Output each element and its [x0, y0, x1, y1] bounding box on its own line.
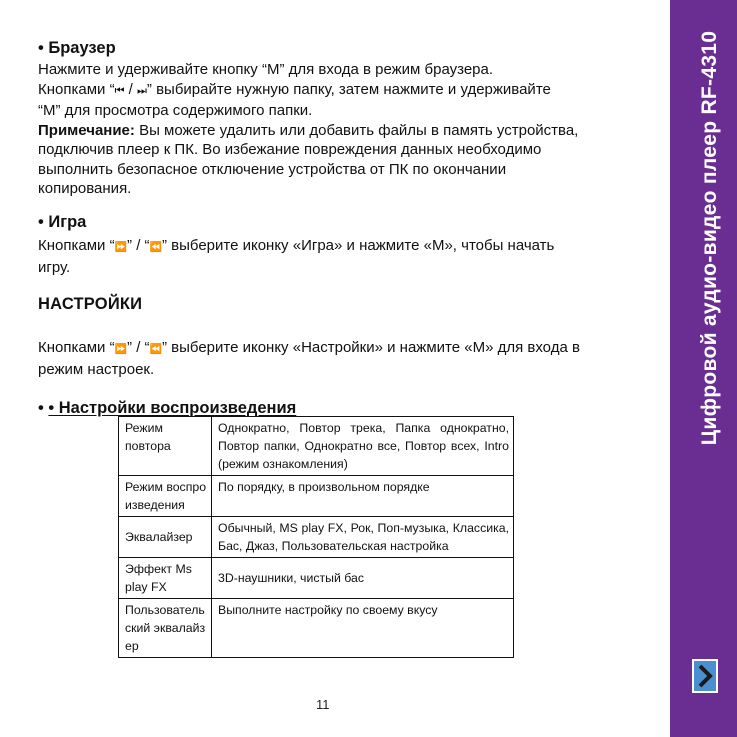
- table-row: [119, 476, 514, 517]
- game-section: [38, 212, 638, 232]
- next-track-icon: ⏭: [137, 84, 147, 97]
- browser-note: [38, 121, 638, 141]
- playback-heading: • • Настройки воспроизведения: [38, 399, 297, 417]
- setting-name-text: Эквалайзер: [125, 530, 193, 544]
- table-row: [119, 599, 514, 658]
- playback-heading-text: • Настройки воспроизведения: [48, 399, 297, 417]
- prev-track-icon: ⏮: [114, 84, 125, 97]
- browser-line-1: Нажмите и удерживайте кнопку “M” для входа в режим браузера.: [38, 61, 494, 78]
- setting-name: [119, 417, 212, 476]
- fast-forward-icon: ⏩: [114, 242, 128, 253]
- fast-forward-icon: ⏩: [114, 344, 128, 355]
- settings-text: [38, 338, 638, 379]
- setting-value: Выполните настройку по своему вкусу: [212, 599, 514, 658]
- setting-name: [119, 476, 212, 517]
- setting-name-text: Эффект Ms play FX: [125, 562, 192, 594]
- page-number: 11: [316, 697, 330, 712]
- setting-value: По порядку, в произвольном порядке: [212, 476, 514, 517]
- game-mid: ” / “: [127, 237, 150, 254]
- game-heading: • Игра: [38, 213, 87, 231]
- note-label: Примечание:: [38, 121, 135, 139]
- setting-name: [119, 517, 212, 558]
- setting-value: Обычный, MS play FX, Рок, Поп-музыка, Классика, Бас, Джаз, Пользовательская настройка: [212, 517, 514, 558]
- settings-pre: Кнопками “: [38, 339, 115, 356]
- playback-settings-table: [118, 416, 514, 658]
- browser-note-line-4: копирования.: [38, 180, 132, 197]
- sidebar-title: Цифровой аудио-видео плеер RF-4310: [698, 30, 721, 446]
- game-pre: Кнопками “: [38, 237, 115, 254]
- game-post: ” выберите иконку «Игра» и нажмите «M», чтобы начать: [161, 237, 555, 254]
- browser-note-line-3: выполнить безопасное отключение устройства от ПК по окончании: [38, 160, 507, 178]
- table-row: [119, 417, 514, 476]
- browser-text: [38, 60, 638, 199]
- settings-mid: ” / “: [127, 339, 150, 356]
- game-line-1: [38, 236, 638, 258]
- browser-line-2-post: ” выбирайте нужную папку, затем нажмите и удерживайте: [146, 80, 551, 98]
- settings-line-2: режим настроек.: [38, 360, 155, 378]
- next-page-button[interactable]: [692, 659, 718, 693]
- browser-note-line-2: подключив плеер к ПК. Во избежание повреждения данных необходимо: [38, 141, 542, 158]
- browser-section: [38, 38, 638, 58]
- browser-line-2-slash: /: [124, 80, 138, 98]
- game-text: [38, 236, 638, 277]
- table-row: [119, 517, 514, 558]
- note-text: Вы можете удалить или добавить файлы в память устройства,: [134, 121, 579, 139]
- setting-name: [119, 599, 212, 658]
- table-row: [119, 558, 514, 599]
- setting-name-text: Режим воспроизведения: [125, 480, 207, 512]
- browser-line-2-pre: Кнопками: [38, 80, 106, 98]
- settings-section: [38, 294, 638, 314]
- game-line-2: игру.: [38, 258, 71, 276]
- setting-value: Однократно, Повтор трека, Папка однократно, Повтор папки, Однократно все, Повтор всех, Intro (режим ознакомления): [212, 417, 514, 476]
- browser-line-2-quote: “: [105, 80, 115, 98]
- rewind-icon: ⏪: [149, 242, 162, 253]
- settings-post: ” выберите иконку «Настройки» и нажмите «M» для входа в: [161, 339, 580, 356]
- settings-line-1: [38, 338, 638, 360]
- rewind-icon: ⏪: [149, 344, 162, 355]
- browser-heading: • Браузер: [38, 39, 116, 57]
- browser-line-2: [38, 80, 638, 102]
- browser-line-3: “M” для просмотра содержимого папки.: [38, 102, 313, 119]
- chevron-right-icon: [694, 661, 716, 691]
- settings-heading: НАСТРОЙКИ: [38, 295, 143, 313]
- setting-value: 3D-наушники, чистый бас: [212, 558, 514, 599]
- playback-section: [38, 398, 638, 418]
- setting-name-text: Режим повтора: [125, 421, 171, 453]
- setting-name-text: Пользовательский эквалайзер: [125, 603, 206, 653]
- setting-name: [119, 558, 212, 599]
